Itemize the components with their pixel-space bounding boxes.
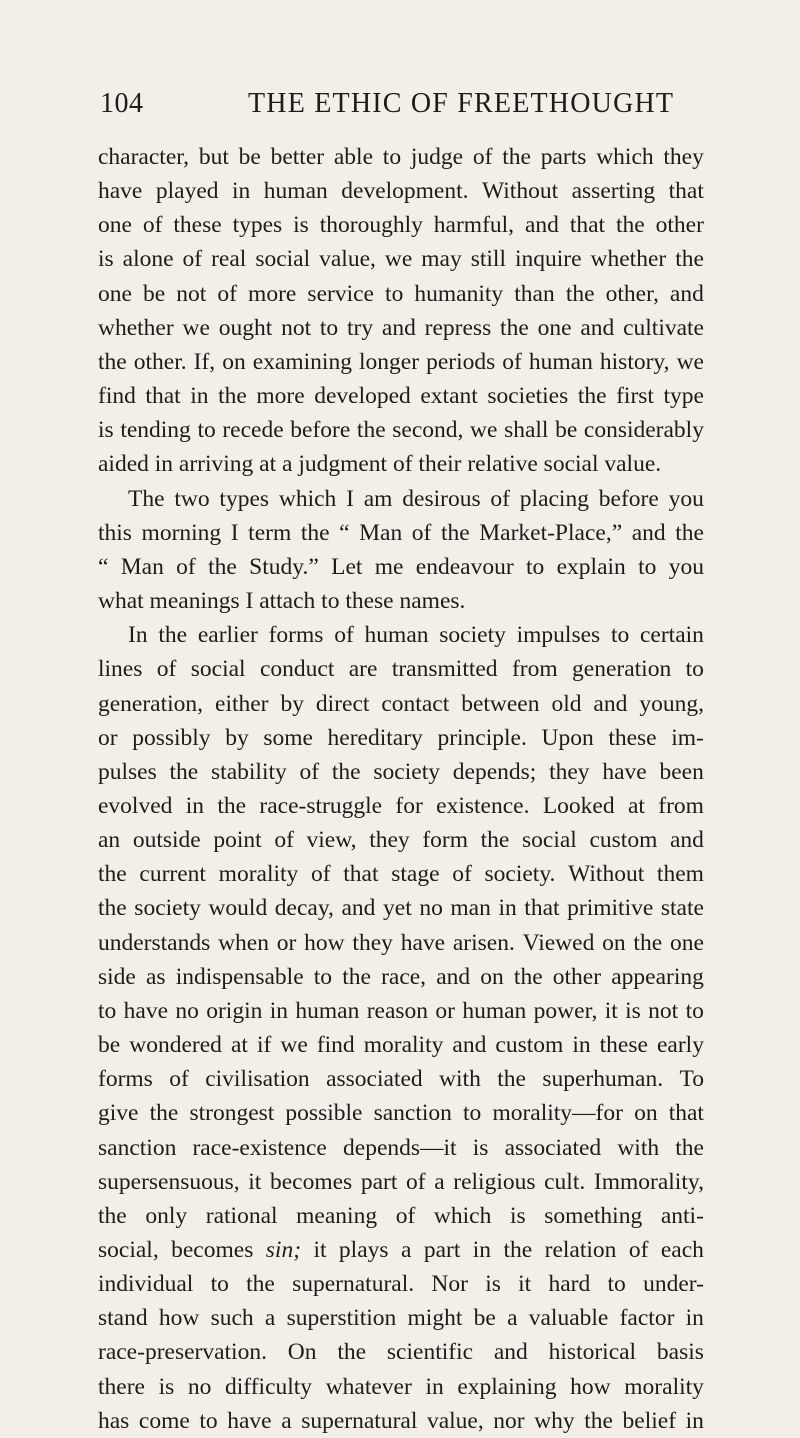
text-line: one of these types is thoroughly harmful, and that the other xyxy=(98,212,704,239)
text-line: side as indispensable to the race, and on the other appearing xyxy=(98,963,704,990)
text-line: find that in the more developed extant societies the first type xyxy=(98,383,704,410)
text-line: understands when or how they have arisen. Viewed on the one xyxy=(98,929,704,956)
text-line: pulses the stability of the society depends; they have been xyxy=(98,758,704,785)
text-line: is alone of real social value, we may still inquire whether the xyxy=(98,246,704,273)
text-line: is tending to recede before the second, we shall be considerably xyxy=(98,417,704,444)
page-number: 104 xyxy=(100,88,144,119)
text-line: race-preservation. On the scientific and historical basis xyxy=(98,1339,704,1366)
text-line: what meanings I attach to these names. xyxy=(98,588,466,615)
text-line: aided in arriving at a judgment of their relative social value. xyxy=(98,451,662,478)
text-line: supersensuous, it becomes part of a religious cult. Immorality, xyxy=(98,1168,704,1195)
text-line: the only rational meaning of which is something anti- xyxy=(98,1202,704,1229)
text-line: generation, either by direct contact between old and young, xyxy=(98,690,704,717)
text-line: the current morality of that stage of society. Without them xyxy=(98,861,704,888)
text-line: social, becomes sin; it plays a part in the relation of each xyxy=(98,1237,704,1263)
page-header xyxy=(100,88,700,128)
text-line: this morning I term the “ Man of the Market-Place,” and the xyxy=(98,519,704,546)
text-line: “ Man of the Study.” Let me endeavour to explain to you xyxy=(98,553,704,580)
text-line: there is no difficulty whatever in explaining how morality xyxy=(98,1373,704,1400)
text-line: The two types which I am desirous of placing before you xyxy=(128,485,704,512)
text-line: give the strongest possible sanction to morality—for on that xyxy=(98,1100,704,1127)
text-line: forms of civilisation associated with the superhuman. To xyxy=(98,1066,704,1093)
body-text xyxy=(98,140,704,1438)
text-line: stand how such a superstition might be a valuable factor in xyxy=(98,1305,704,1332)
text-line: sanction race-existence depends—it is associated with the xyxy=(98,1134,704,1161)
text-line: be wondered at if we find morality and custom in these early xyxy=(98,1032,704,1059)
text-line: the other. If, on examining longer periods of human history, we xyxy=(98,348,704,375)
text-line: has come to have a supernatural value, nor why the belief in xyxy=(98,1407,704,1434)
text-line: individual to the supernatural. Nor is it hard to under- xyxy=(98,1271,704,1298)
text-line: an outside point of view, they form the social custom and xyxy=(98,827,704,854)
text-line: or possibly by some hereditary principle. Upon these im- xyxy=(98,724,704,751)
text-line: one be not of more service to humanity than the other, and xyxy=(98,280,704,307)
text-line: In the earlier forms of human society impulses to certain xyxy=(128,622,704,649)
text-line: whether we ought not to try and repress the one and cultivate xyxy=(98,314,704,341)
running-head: THE ETHIC OF FREETHOUGHT xyxy=(248,88,675,119)
text-line: character, but be better able to judge of the parts which they xyxy=(98,144,704,170)
text-line: to have no origin in human reason or human power, it is not to xyxy=(98,997,704,1024)
text-line: lines of social conduct are transmitted from generation to xyxy=(98,656,704,683)
text-line: evolved in the race-struggle for existence. Looked at from xyxy=(98,792,704,819)
text-line: have played in human development. Without asserting that xyxy=(98,178,704,205)
text-line: the society would decay, and yet no man in that primitive state xyxy=(98,895,704,922)
